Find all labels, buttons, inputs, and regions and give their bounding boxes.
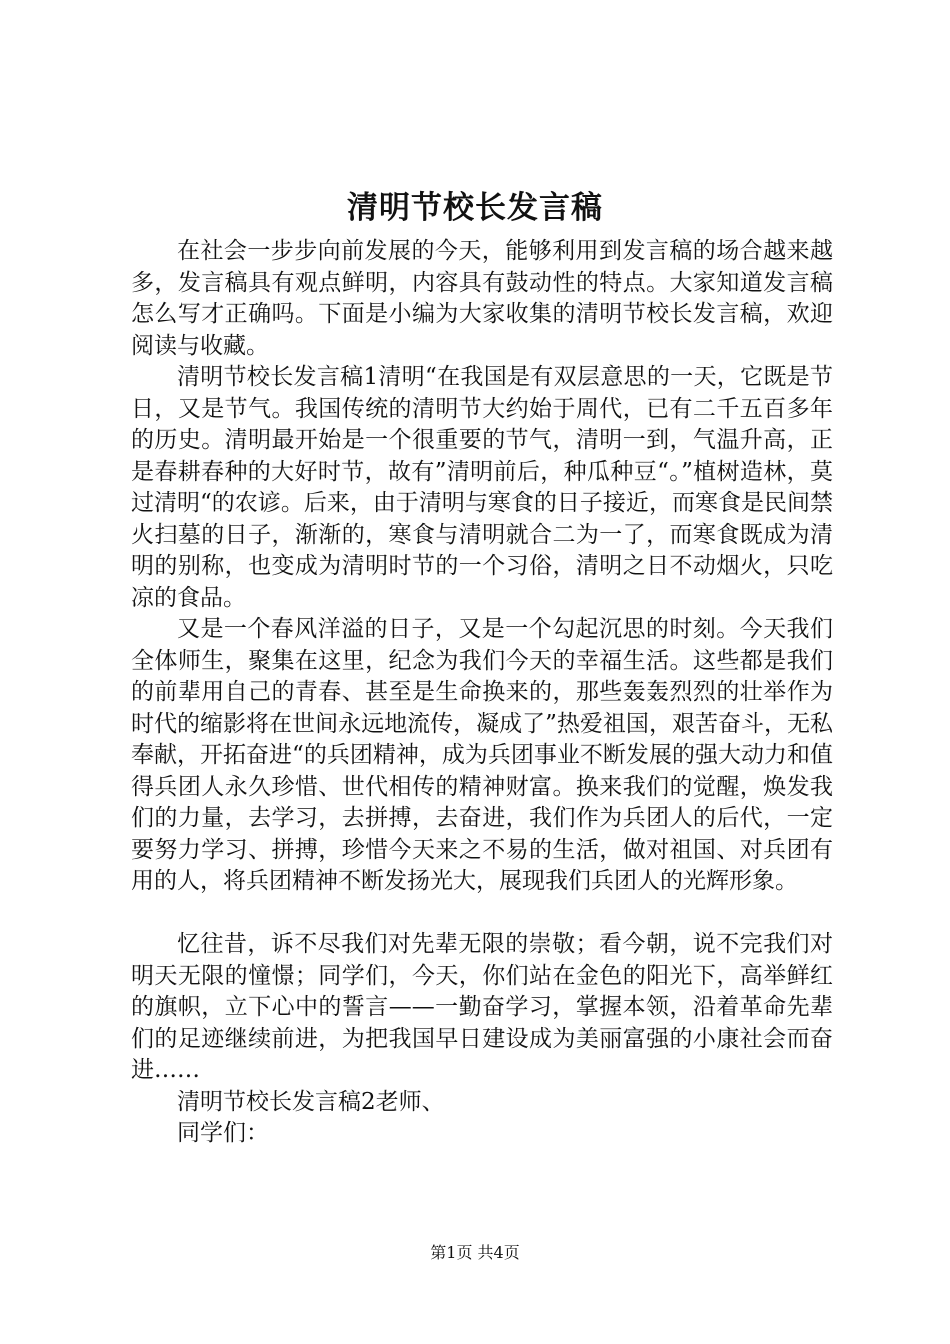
document-body: [131, 236, 833, 1150]
paragraph-intro: 在社会一步步向前发展的今天，能够利用到发言稿的场合越来越多，发言稿具有观点鲜明，内容具有鼓动性的特点。大家知道发言稿怎么写才正确吗。下面是小编为大家收集的清明节校长发言稿，欢迎阅读与收藏。: [131, 238, 833, 359]
paragraph-spirit: 又是一个春风洋溢的日子，又是一个勾起沉思的时刻。今天我们全体师生，聚集在这里，纪念为我们今天的幸福生活。这些都是我们的前辈用自己的青春、甚至是生命换来的，那些轰轰烈烈的壮举作为时代的缩影将在世间永远地流传，凝成了”热爱祖国，艰苦奋斗，无私奉献，开拓奋进“的兵团精神，成为兵团事业不断发展的强大动力和值得兵团人永久珍惜、世代相传的精神财富。换来我们的觉醒，焕发我们的力量，去学习，去拼搏，去奋进，我们作为兵团人的后代，一定要努力学习、拼搏，珍惜今天来之不易的生活，做对祖国、对兵团有用的人，将兵团精神不断发扬光大，展现我们兵团人的光辉形象。: [131, 616, 833, 894]
paragraph-speech-1: 清明节校长发言稿1清明“在我国是有双层意思的一天，它既是节日，又是节气。我国传统的清明节大约始于周代，已有二千五百多年的历史。清明最开始是一个很重要的节气，清明一到，气温升高，正是春耕春种的大好时节，故有”清明前后，种瓜种豆“。”植树造林，莫过清明“的农谚。后来，由于清明与寒食的日子接近，而寒食是民间禁火扫墓的日子，渐渐的，寒食与清明就合二为一了，而寒食既成为清明的别称，也变成为清明时节的一个习俗，清明之日不动烟火，只吃凉的食品。: [131, 364, 833, 611]
paragraph-recall: 忆往昔，诉不尽我们对先辈无限的崇敬；看今朝，说不完我们对明天无限的憧憬；同学们，今天，你们站在金色的阳光下，高举鲜红的旗帜，立下心中的誓言——一勤奋学习，掌握本领，沿着革命先辈们的足迹继续前进，为把我国早日建设成为美丽富强的小康社会而奋进……: [131, 931, 833, 1083]
paragraph-spacer: [131, 898, 833, 930]
paragraph-greeting: 同学们：: [177, 1120, 269, 1146]
page-title: 清明节校长发言稿: [347, 190, 603, 226]
paragraph-speech-2-heading: 清明节校长发言稿2老师、: [177, 1088, 445, 1115]
page-footer: 第1页 共4页: [430, 1243, 520, 1262]
